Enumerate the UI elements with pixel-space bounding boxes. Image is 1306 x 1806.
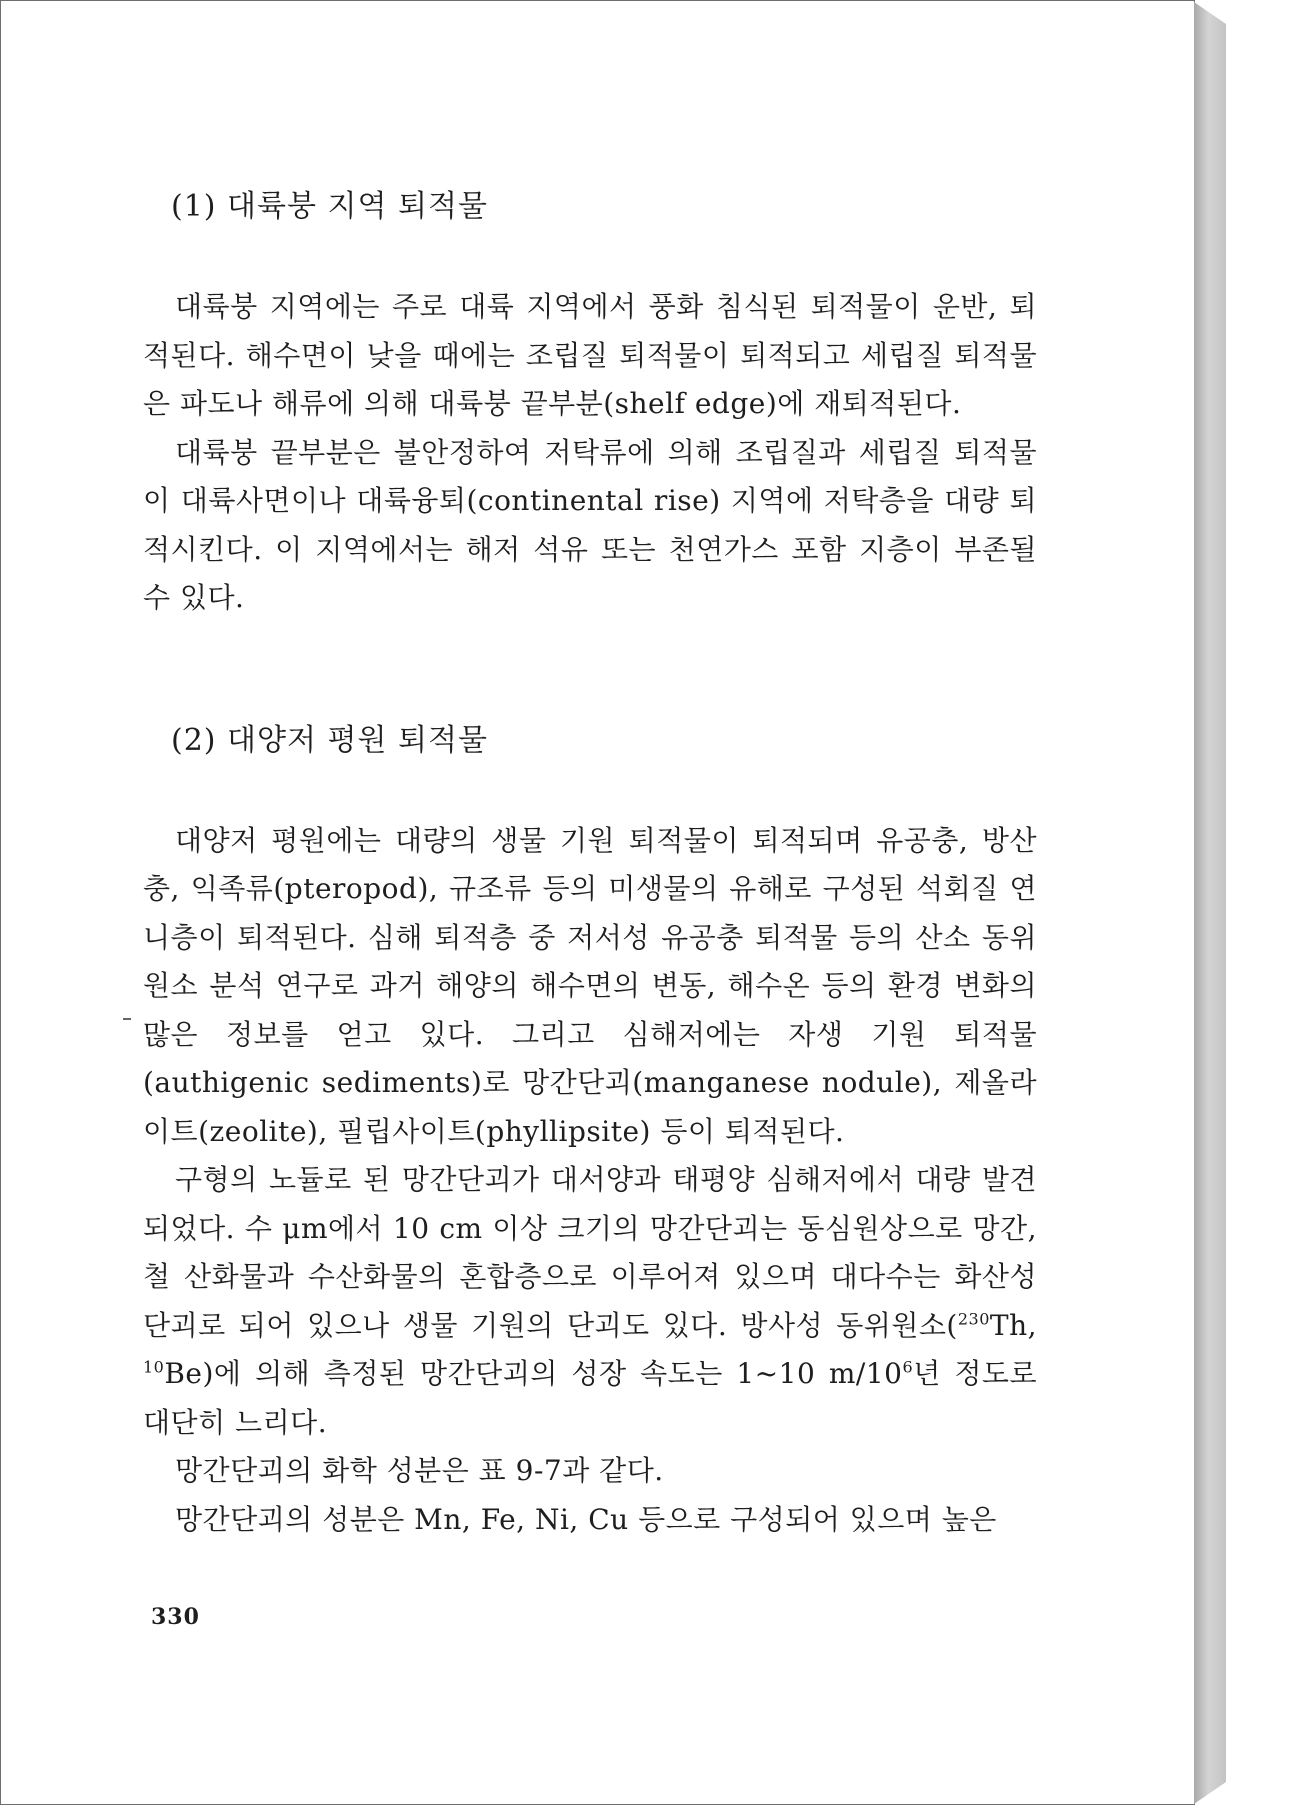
- paragraph: 대양저 평원에는 대량의 생물 기원 퇴적물이 퇴적되며 유공충, 방산충, 익족류(pteropod), 규조류 등의 미생물의 유해로 구성된 석회질 연니층이 퇴적된다. 심해 퇴적층 중 저서성 유공충 퇴적물 등의 산소 동위원소 분석 연구로 과거 해양의 해수면의 변동, 해수온 등의 환경 변화의 많은 정보를 얻고 있다. 그리고 심해저에는 자생 기원 퇴적물(authigenic sediments)로 망간단괴(manganese nodule), 제올라이트(zeolite), 필립사이트(phyllipsite) 등이 퇴적된다.: [143, 823, 1037, 1148]
- section-heading-abyssal-plain: (2) 대양저 평원 퇴적물: [171, 722, 488, 758]
- section-heading-continental-shelf: (1) 대륙붕 지역 퇴적물: [171, 189, 488, 224]
- paragraph: 대륙붕 끝부분은 불안정하여 저탁류에 의해 조립질과 세립질 퇴적물이 대륙사면이나 대륙융퇴(continental rise) 지역에 저탁층을 대량 퇴적시킨다. 이 지역에서는 해저 석유 또는 천연가스 포함 지층이 부존될 수 있다.: [143, 435, 1037, 614]
- page-content: [143, 181, 1037, 1544]
- paragraph: 망간단괴의 성분은 Mn, Fe, Ni, Cu 등으로 구성되어 있으며 높은: [175, 1502, 997, 1536]
- paragraph: 망간단괴의 화학 성분은 표 9-7과 같다.: [175, 1454, 664, 1487]
- book-spine-edge: [1194, 2, 1226, 1804]
- margin-mark: [123, 1018, 131, 1020]
- section-body-abyssal-plain: [143, 817, 1037, 1545]
- paragraph-manganese-nodules: 구형의 노듈로 된 망간단괴가 대서양과 태평양 심해저에서 대량 발견되었다. 수 μm에서 10 cm 이상 크기의 망간단괴는 동심원상으로 망간, 철 산화물과 수산화물의 혼합층으로 이루어져 있으며 대다수는 화산성 단괴로 되어 있으나 생물 기원의 단괴도 있다. 방사성 동위원소($^{230}$Th, $^{10}$Be)에 의해 측정된 망간단괴의 성장 속도는 1~10 $m/10^6$년 정도로 대단히 느리다.: [143, 1163, 1037, 1439]
- paragraph: 대륙붕 지역에는 주로 대륙 지역에서 풍화 침식된 퇴적물이 운반, 퇴적된다. 해수면이 낮을 때에는 조립질 퇴적물이 퇴적되고 세립질 퇴적물은 파도나 해류에 의해 대륙붕 끝부분(shelf edge)에 재퇴적된다.: [143, 290, 1037, 420]
- section-body-continental-shelf: [143, 283, 1037, 623]
- page-number: 330: [151, 1604, 200, 1630]
